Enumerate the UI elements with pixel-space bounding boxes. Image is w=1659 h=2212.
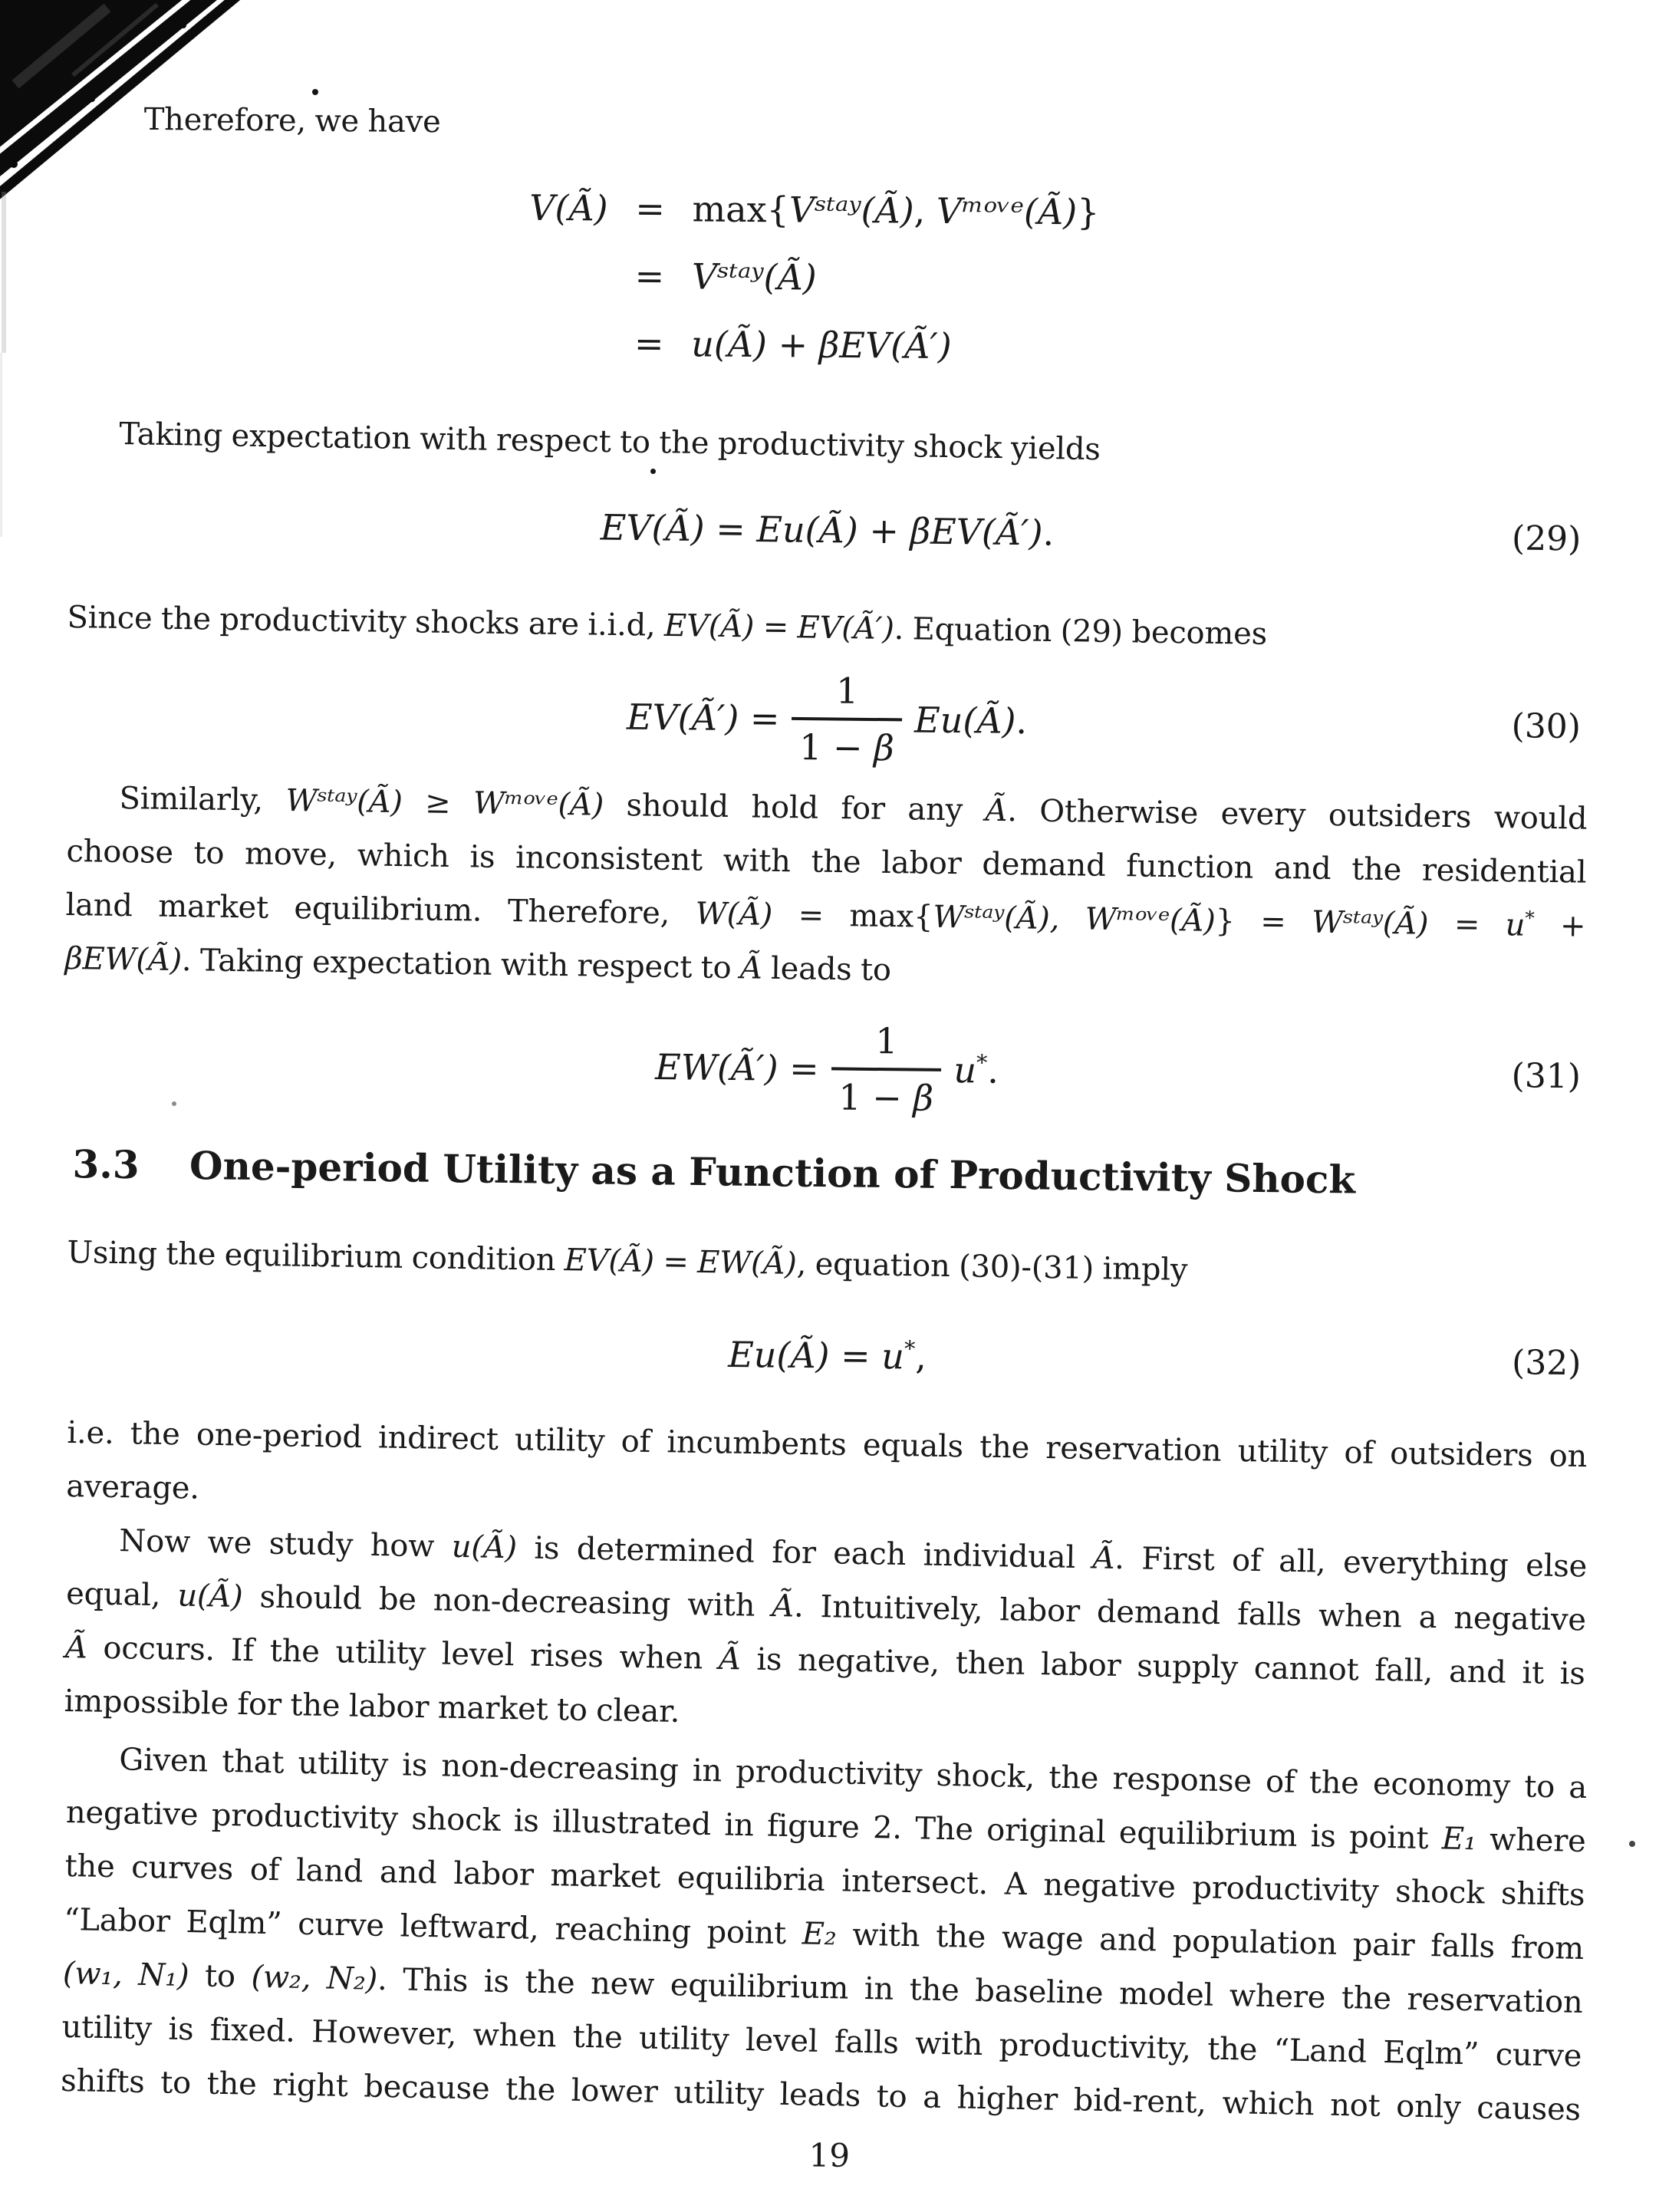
equation-31 [66,996,1588,1142]
value-function-derivation [66,170,1588,385]
equation-body: Eu(Ã) = u*, [727,1334,927,1378]
equation-rhs: max{Vˢᵗᵃʸ(Ã), Vᵐᵒᵛᵉ(Ã)} [692,188,1100,233]
paragraph-taking-expectation [67,407,1588,484]
text-line: Ã occurs. If the utility level rises when Ã is negative, then labor supply cannot fall, and it is [64,1629,1586,1692]
equals-sign: = [634,255,665,298]
equation-rhs: Eu(Ã). [913,699,1028,742]
section-title: One-period Utility as a Function of Productivity Shock [189,1142,1356,1203]
fraction-numerator: 1 [835,670,859,712]
page-number: 19 [808,2136,851,2174]
section-number: 3.3 [72,1141,140,1188]
text-line: Using the equilibrium condition EV(Ã) = EW(Ã), equation (30)-(31) imply [67,1234,1188,1288]
fraction [792,670,903,769]
text-line: the curves of land and labor market equilibria intersect. A negative productivity shock shifts [64,1848,1585,1914]
paragraph-now-we-study [64,1513,1588,1755]
text-line: Taking expectation with respect to the productivity shock yields [119,416,1101,468]
equation-number: (32) [1511,1343,1582,1384]
fraction-numerator: 1 [875,1020,898,1062]
fraction-denominator: 1 − β [831,1067,941,1119]
text-line: choose to move, which is inconsistent with the labor demand function and the residential [66,833,1587,890]
equation-29 [67,492,1588,568]
equation-lhs [515,309,607,377]
equals-sign: = [635,187,666,230]
equation-rhs: Vˢᵗᵃʸ(Ã) [691,255,817,298]
text-line: i.e. the one-period indirect utility of incumbents equals the reservation utility of outsiders on [67,1414,1588,1475]
paragraph-similarly [64,771,1588,1007]
paragraph-using-equilibrium [67,1226,1588,1303]
text-line: Similarly, Wˢᵗᵃʸ(Ã) ≥ Wᵐᵒᵛᵉ(Ã) should hold for any Ã. Otherwise every outsiders would [119,780,1588,837]
text-line: land market equilibrium. Therefore, W(Ã) = max{Wˢᵗᵃʸ(Ã), Wᵐᵒᵛᵉ(Ã)} = Wˢᵗᵃʸ(Ã) = u* + [65,887,1586,944]
text-line: average. [65,1468,200,1506]
text-line: “Labor Eqlm” curve leftward, reaching point E₂ with the wage and population pair falls from [63,1901,1585,1967]
text-line: Now we study how u(Ã) is determined for each individual Ã. First of all, everything else [118,1523,1588,1585]
equation-30 [66,646,1588,792]
scan-speck [1629,1841,1635,1847]
text-line: utility is fixed. However, when the utility level falls with productivity, the “Land Eqlm” curve [61,2009,1582,2074]
equation-body: EV(Ã) = Eu(Ã) + βEV(Ã′). [600,506,1055,554]
equation-number: (31) [1511,1056,1582,1097]
text-line: negative productivity shock is illustrated in figure 2. The original equilibrium is point E₁ where [65,1794,1587,1860]
fraction-denominator: 1 − β [792,717,902,769]
equation-number: (30) [1511,706,1582,747]
text-line: impossible for the labor market to clear. [64,1683,680,1730]
text-line: Therefore, we have [143,101,441,140]
equation-number: (29) [1511,518,1582,559]
equation-lhs: EW(Ã′) = [654,1046,820,1090]
scan-streak [2,192,6,353]
equation-lhs: EV(Ã′) = [626,696,780,739]
equation-rhs: u(Ã) + βEV(Ã′) [691,323,952,367]
equation-32 [67,1319,1588,1392]
text-line: βEW(Ã). Taking expectation with respect to Ã leads to [64,940,892,989]
equation-rhs: u*. [953,1049,999,1091]
text-line: Since the productivity shocks are i.i.d, EV(Ã) = EV(Ã′). Equation (29) becomes [67,599,1268,652]
text-line: shifts to the right because the lower utility leads to a higher bid-rent, which not only causes [60,2062,1582,2128]
equals-sign: = [634,322,664,365]
scan-streak [0,353,2,537]
equation-line [515,242,1588,318]
equation-line [515,309,1587,385]
section-heading [67,1140,1588,1207]
paragraph-given-that [61,1732,1588,2137]
equation-lhs: V(Ã) [529,186,608,229]
equation-line [515,174,1588,250]
text-line: (w₁, N₁) to (w₂, N₂). This is the new equilibrium in the baseline model where the reservation [62,1955,1583,2020]
text-line: equal, u(Ã) should be non-decreasing with Ã. Intuitively, labor demand falls when a negative [65,1575,1587,1638]
equation-lhs [515,242,608,310]
text-line: Given that utility is non-decreasing in productivity shock, the response of the economy to a [118,1742,1588,1806]
fraction [831,1019,942,1118]
